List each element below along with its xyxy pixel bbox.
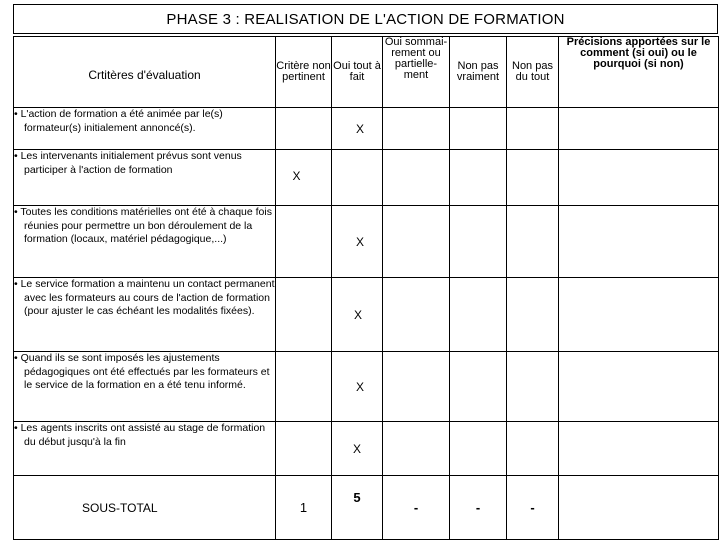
cell-details[interactable] bbox=[559, 150, 719, 206]
check-mark: X bbox=[352, 441, 361, 456]
cell-not-really[interactable] bbox=[450, 422, 507, 476]
cell-not-relevant[interactable] bbox=[276, 278, 332, 352]
table-row bbox=[14, 206, 719, 278]
header-yes-partially: Oui sommai-rement ou partielle-ment bbox=[383, 37, 450, 108]
criteria-cell: • L'action de formation a été animée par le(s) formateur(s) initialement annoncé(s). bbox=[14, 108, 276, 150]
header-details: Précisions apportées sur le comment (si oui) ou le pourquoi (si non) bbox=[559, 37, 719, 108]
criteria-cell: • Les agents inscrits ont assisté au stage de formation du début jusqu'à la fin bbox=[14, 422, 276, 476]
table-row bbox=[14, 108, 719, 150]
cell-details[interactable] bbox=[559, 206, 719, 278]
cell-yes-partially[interactable] bbox=[383, 206, 450, 278]
cell-yes-fully[interactable] bbox=[332, 108, 383, 150]
subtotal-not-really: - bbox=[450, 476, 507, 540]
cell-not-relevant[interactable] bbox=[276, 352, 332, 422]
subtotal-yes-fully: 5 bbox=[332, 476, 383, 540]
check-mark: X bbox=[355, 121, 364, 136]
cell-not-at-all[interactable] bbox=[507, 352, 559, 422]
cell-yes-fully[interactable] bbox=[332, 278, 383, 352]
cell-not-relevant[interactable] bbox=[276, 422, 332, 476]
criteria-cell: • Toutes les conditions matérielles ont été à chaque fois réunies pour permettre un bon déroulement de la formation (locaux, matériel pédagogique,...) bbox=[14, 206, 276, 278]
check-mark: X bbox=[292, 168, 301, 183]
cell-not-relevant[interactable] bbox=[276, 108, 332, 150]
cell-not-at-all[interactable] bbox=[507, 422, 559, 476]
cell-yes-fully[interactable] bbox=[332, 206, 383, 278]
cell-not-really[interactable] bbox=[450, 352, 507, 422]
cell-details[interactable] bbox=[559, 278, 719, 352]
cell-not-really[interactable] bbox=[450, 278, 507, 352]
cell-not-relevant[interactable] bbox=[276, 206, 332, 278]
subtotal-not-relevant: 1 bbox=[276, 476, 332, 540]
cell-details[interactable] bbox=[559, 352, 719, 422]
subtotal-yes-partially: - bbox=[383, 476, 450, 540]
cell-details[interactable] bbox=[559, 422, 719, 476]
table-row bbox=[14, 150, 719, 206]
criteria-header: Crtitères d'évaluation bbox=[14, 37, 276, 108]
cell-not-really[interactable] bbox=[450, 206, 507, 278]
table-row bbox=[14, 422, 719, 476]
header-yes-fully: Oui tout à fait bbox=[332, 37, 383, 108]
cell-details[interactable] bbox=[559, 108, 719, 150]
cell-yes-partially[interactable] bbox=[383, 108, 450, 150]
cell-not-at-all[interactable] bbox=[507, 206, 559, 278]
cell-not-really[interactable] bbox=[450, 150, 507, 206]
subtotal-label: SOUS-TOTAL bbox=[14, 476, 276, 540]
header-not-really: Non pas vraiment bbox=[450, 37, 507, 108]
cell-not-at-all[interactable] bbox=[507, 278, 559, 352]
header-not-at-all: Non pas du tout bbox=[507, 37, 559, 108]
check-mark: X bbox=[355, 234, 364, 249]
table-row bbox=[14, 278, 719, 352]
cell-not-at-all[interactable] bbox=[507, 150, 559, 206]
table-row bbox=[14, 352, 719, 422]
cell-not-at-all[interactable] bbox=[507, 108, 559, 150]
header-not-relevant: Critère non pertinent bbox=[276, 37, 332, 108]
evaluation-table bbox=[13, 36, 719, 540]
subtotal-details bbox=[559, 476, 719, 540]
cell-yes-partially[interactable] bbox=[383, 278, 450, 352]
cell-yes-fully[interactable] bbox=[332, 422, 383, 476]
criteria-cell: • Le service formation a maintenu un contact permanent avec les formateurs au cours de l'action de formation (pour ajuster le cas échéant les modalités fixées). bbox=[14, 278, 276, 352]
cell-yes-partially[interactable] bbox=[383, 150, 450, 206]
subtotal-row bbox=[14, 476, 719, 540]
criteria-cell: • Quand ils se sont imposés les ajustements pédagogiques ont été effectués par les formateurs et le service de la formation en a été tenu informé. bbox=[14, 352, 276, 422]
cell-yes-fully[interactable] bbox=[332, 352, 383, 422]
cell-not-really[interactable] bbox=[450, 108, 507, 150]
cell-not-relevant[interactable] bbox=[276, 150, 332, 206]
cell-yes-partially[interactable] bbox=[383, 422, 450, 476]
criteria-cell: • Les intervenants initialement prévus sont venus participer à l'action de formation bbox=[14, 150, 276, 206]
subtotal-not-at-all: - bbox=[507, 476, 559, 540]
cell-yes-partially[interactable] bbox=[383, 352, 450, 422]
cell-yes-fully[interactable] bbox=[332, 150, 383, 206]
check-mark: X bbox=[353, 307, 362, 322]
header-row bbox=[14, 37, 719, 108]
page-title: PHASE 3 : REALISATION DE L'ACTION DE FORMATION bbox=[13, 4, 718, 34]
check-mark: X bbox=[355, 379, 364, 394]
